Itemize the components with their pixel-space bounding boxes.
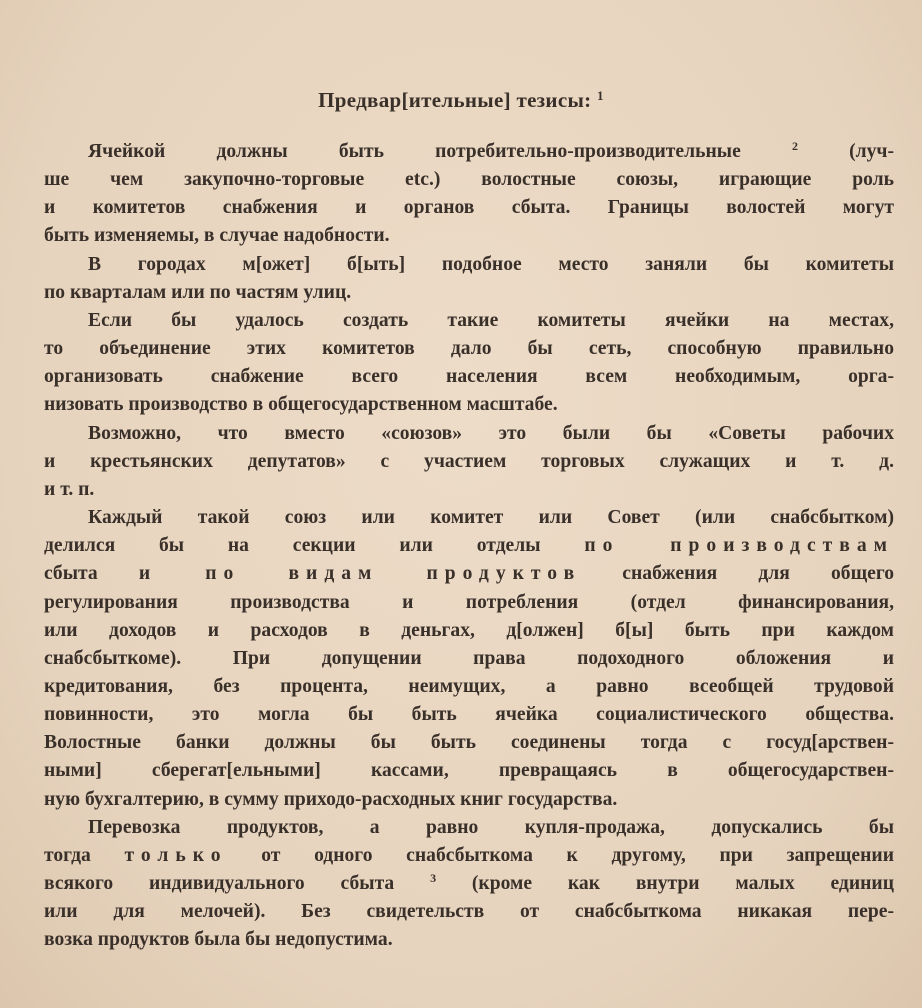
text-line	[44, 757, 894, 785]
text-line	[44, 814, 894, 842]
text-line	[44, 279, 894, 307]
emphasized-text: по производствам	[584, 535, 894, 557]
paragraph	[44, 504, 894, 814]
text-line	[44, 138, 894, 166]
footnote-marker: 3	[430, 871, 437, 886]
title-footnote-marker: 1	[597, 88, 604, 103]
text-line	[44, 532, 894, 560]
text-segment: Ячейкой должны быть потребительно-производительные	[88, 141, 792, 162]
text-segment: тогда	[44, 844, 125, 866]
text-segment: Волостные банки должны бы быть соединены тогда с госуд[арствен-	[44, 732, 894, 754]
emphasized-text: и по видам продуктов	[138, 563, 582, 585]
text-segment: то объединение этих комитетов дало бы сеть, способную правильно	[44, 338, 894, 360]
text-line	[44, 166, 894, 194]
document-body	[44, 138, 894, 955]
text-segment: ными] сберегат[ельными] кассами, превращаясь в общегосударствен-	[44, 760, 894, 782]
text-segment: от одного снабсбыткома к другому, при запрещении	[227, 844, 894, 866]
text-line	[44, 898, 894, 926]
emphasized-text: только	[124, 844, 228, 866]
text-line	[44, 617, 894, 645]
text-line	[44, 420, 894, 448]
text-segment: и т. п.	[44, 478, 95, 500]
text-line	[44, 926, 894, 954]
text-segment: Если бы удалось создать такие комитеты ячейки на местах,	[88, 309, 894, 331]
text-segment: и крестьянских депутатов» с участием торговых служащих и т. д.	[44, 450, 894, 472]
paragraph	[44, 814, 894, 955]
text-segment: (луч-	[797, 141, 894, 162]
text-line	[44, 786, 894, 814]
text-line	[44, 870, 894, 898]
text-segment: или для мелочей). Без свидетельств от снабсбыткома никакая пере-	[44, 901, 894, 923]
text-segment: кредитования, без процента, неимущих, а равно всеобщей трудовой	[44, 675, 894, 697]
text-segment: регулирования производства и потребления (отдел финансирования,	[44, 591, 894, 613]
paragraph	[44, 138, 894, 251]
text-segment: или доходов и расходов в деньгах, д[олжен] б[ы] быть при каждом	[44, 619, 894, 641]
text-segment: всякого индивидуального сбыта	[44, 873, 431, 895]
text-line	[44, 842, 894, 870]
text-line	[44, 363, 894, 391]
text-segment: ше чем закупочно-торговые etc.) волостные союзы, играющие роль	[44, 169, 894, 191]
paragraph	[44, 420, 894, 504]
text-segment: и комитетов снабжения и органов сбыта. Границы волостей могут	[44, 197, 894, 219]
text-line	[44, 251, 894, 279]
text-segment: Каждый такой союз или комитет или Совет (или снабсбытком)	[88, 507, 894, 529]
text-line	[44, 307, 894, 335]
text-segment: делился бы на секции или отделы	[44, 535, 585, 557]
text-segment: быть изменяемы, в случае надобности.	[44, 225, 390, 247]
footnote-marker: 2	[791, 139, 798, 153]
text-line	[44, 701, 894, 729]
text-line	[44, 504, 894, 532]
text-segment: по кварталам или по частям улиц.	[44, 281, 352, 303]
text-line	[44, 194, 894, 222]
text-line	[44, 645, 894, 673]
title-text: Предвар[ительные] тезисы:	[318, 88, 592, 112]
text-segment: организовать снабжение всего населения всем необходимым, орга-	[44, 366, 894, 388]
paragraph	[44, 307, 894, 420]
document-title	[0, 88, 922, 113]
text-segment: повинности, это могла бы быть ячейка социалистического общества.	[44, 704, 894, 726]
text-segment: Перевозка продуктов, а равно купля-продажа, допускались бы	[88, 816, 894, 838]
text-segment: Возможно, что вместо «союзов» это были бы «Советы рабочих	[88, 422, 894, 444]
text-segment: ную бухгалтерию, в сумму приходо-расходных книг государства.	[44, 788, 618, 810]
text-segment: В городах м[ожет] б[ыть] подобное место заняли бы комитеты	[88, 253, 894, 275]
text-line	[44, 729, 894, 757]
text-segment: низовать производство в общегосударственном масштабе.	[44, 394, 558, 416]
text-line	[44, 448, 894, 476]
text-line	[44, 560, 894, 588]
text-line	[44, 335, 894, 363]
text-segment: сбыта	[44, 563, 139, 585]
text-line	[44, 476, 894, 504]
text-line	[44, 222, 894, 250]
text-segment: снабжения для общего	[581, 563, 895, 585]
text-line	[44, 391, 894, 419]
text-segment: снабсбыткоме). При допущении права подоходного обложения и	[44, 647, 894, 669]
paragraph	[44, 251, 894, 307]
text-segment: (кроме как внутри малых единиц	[436, 873, 894, 895]
text-segment: возка продуктов была бы недопустима.	[44, 929, 393, 951]
text-line	[44, 589, 894, 617]
text-line	[44, 673, 894, 701]
